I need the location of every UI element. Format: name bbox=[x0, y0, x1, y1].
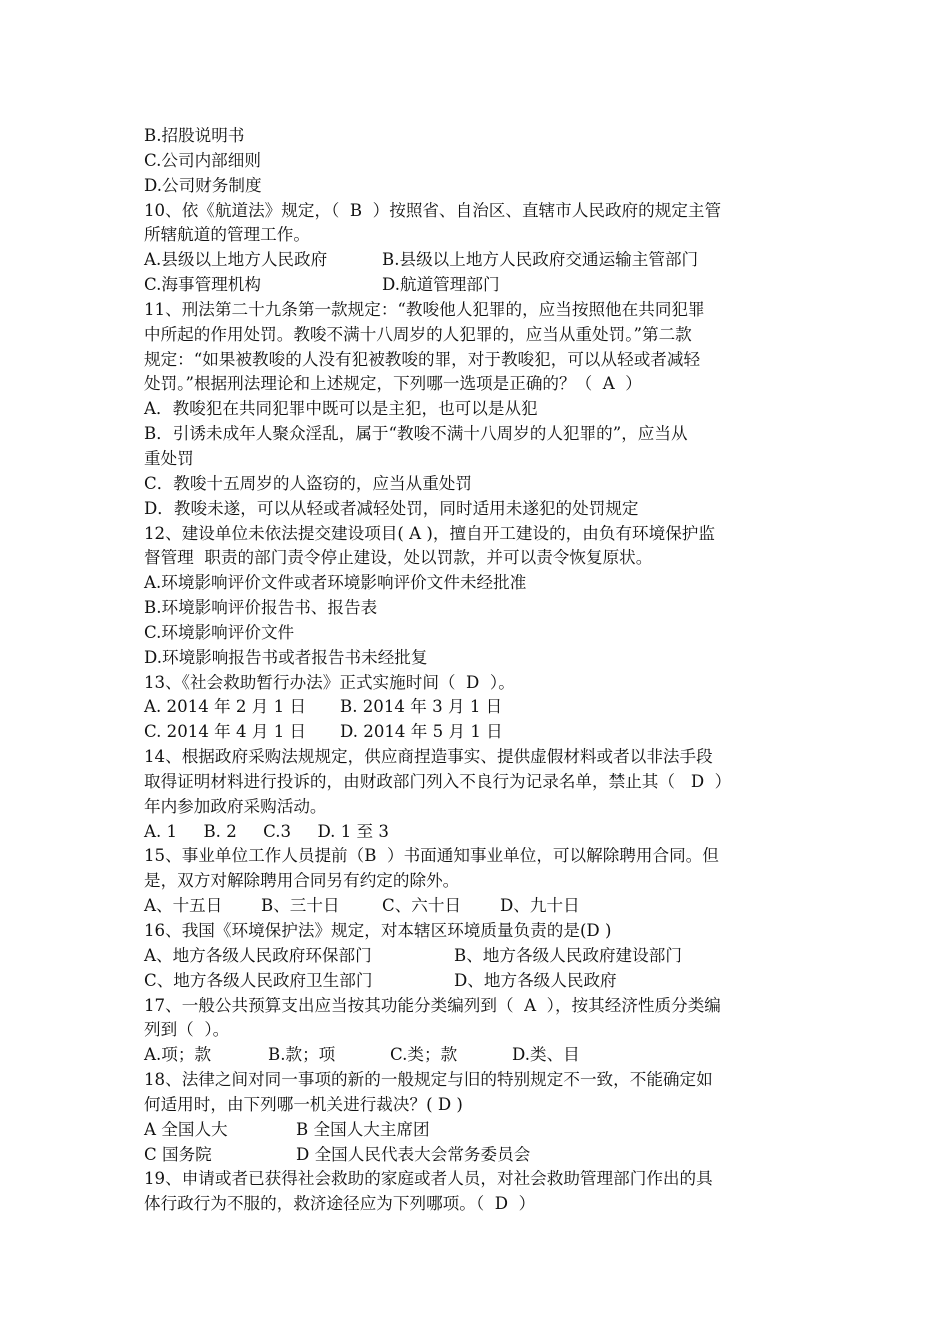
line-text: 规定：“如果被教唆的人没有犯被教唆的罪，对于教唆犯，可以从轻或者减轻 bbox=[144, 349, 701, 369]
text-line bbox=[144, 1043, 808, 1068]
option-text: A、地方各级人民政府环保部门 bbox=[144, 945, 372, 965]
text-line bbox=[144, 397, 808, 422]
text-line bbox=[144, 646, 808, 671]
option-text: C、地方各级人民政府卫生部门 bbox=[144, 970, 373, 990]
option-text: C. 2014 年 4 月 1 日 bbox=[144, 722, 307, 742]
line-text: 取得证明材料进行投诉的，由财政部门列入不良行为记录名单，禁止其（ D ） bbox=[144, 771, 732, 791]
text-line bbox=[144, 248, 808, 273]
line-text: B.招股说明书 bbox=[144, 126, 245, 145]
text-line bbox=[144, 1192, 808, 1217]
text-line bbox=[144, 720, 808, 745]
text-line bbox=[144, 298, 808, 323]
line-text: 17、一般公共预算支出应当按其功能分类编列到（ A ），按其经济性质分类编 bbox=[144, 995, 721, 1015]
line-text: 15、事业单位工作人员提前（B ）书面通知事业单位，可以解除聘用合同。但 bbox=[144, 846, 719, 866]
text-line bbox=[144, 1018, 808, 1043]
text-line bbox=[144, 149, 808, 174]
text-line bbox=[144, 323, 808, 348]
text-line bbox=[144, 422, 808, 447]
text-line bbox=[144, 1118, 808, 1143]
option-text: D、九十日 bbox=[500, 896, 580, 916]
option-text: C、六十日 bbox=[382, 896, 462, 916]
text-line bbox=[144, 596, 808, 621]
text-line bbox=[144, 124, 808, 149]
line-text: 11、刑法第二十九条第一款规定：“教唆他人犯罪的，应当按照他在共同犯罪 bbox=[144, 299, 705, 319]
text-line bbox=[144, 472, 808, 497]
text-line bbox=[144, 348, 808, 373]
text-line bbox=[144, 944, 808, 969]
text-line bbox=[144, 770, 808, 795]
text-line bbox=[144, 621, 808, 646]
text-line bbox=[144, 1143, 808, 1168]
line-text: D.公司财务制度 bbox=[144, 175, 262, 195]
line-text: A.环境影响评价文件或者环境影响评价文件未经批准 bbox=[144, 573, 527, 593]
text-line bbox=[144, 820, 808, 845]
option-text: A、十五日 bbox=[144, 896, 223, 916]
line-text: D．教唆未遂，可以从轻或者减轻处罚，同时适用未遂犯的处罚规定 bbox=[144, 498, 639, 518]
line-text: 督管理 职责的部门责令停止建设，处以罚款，并可以责令恢复原状。 bbox=[144, 548, 653, 568]
line-text: B.环境影响评价报告书、报告表 bbox=[144, 598, 378, 618]
text-line bbox=[144, 223, 808, 248]
line-text: A．教唆犯在共同犯罪中既可以是主犯，也可以是从犯 bbox=[144, 399, 538, 419]
line-text: 年内参加政府采购活动。 bbox=[144, 796, 327, 816]
text-line bbox=[144, 497, 808, 522]
text-line bbox=[144, 174, 808, 199]
line-text: 19、申请或者已获得社会救助的家庭或者人员，对社会救助管理部门作出的具 bbox=[144, 1169, 713, 1189]
line-text: 何适用时，由下列哪一机关进行裁决？( D ) bbox=[144, 1094, 463, 1114]
option-text: B 全国人大主席团 bbox=[296, 1119, 430, 1139]
line-text: B．引诱未成年人聚众淫乱，属于“教唆不满十八周岁的人犯罪的”，应当从 bbox=[144, 424, 688, 444]
line-text: C．教唆十五周岁的人盗窃的，应当从重处罚 bbox=[144, 473, 472, 493]
line-text: 中所起的作用处罚。教唆不满十八周岁的人犯罪的，应当从重处罚。”第二款 bbox=[144, 324, 692, 344]
text-line bbox=[144, 273, 808, 298]
text-line bbox=[144, 795, 808, 820]
text-line bbox=[144, 969, 808, 994]
option-text: A. 2014 年 2 月 1 日 bbox=[144, 697, 307, 717]
line-text: 14、根据政府采购法规规定，供应商捏造事实、提供虚假材料或者以非法手段 bbox=[144, 747, 713, 767]
line-text: 重处罚 bbox=[144, 448, 194, 468]
line-text: 18、法律之间对同一事项的新的一般规定与旧的特别规定不一致，不能确定如 bbox=[144, 1070, 713, 1090]
text-line bbox=[144, 671, 808, 696]
option-text: C 国务院 bbox=[144, 1144, 212, 1164]
option-text: B. 2014 年 3 月 1 日 bbox=[340, 697, 503, 717]
option-text: C.海事管理机构 bbox=[144, 275, 261, 295]
line-text: 10、依《航道法》规定，（ B ）按照省、自治区、直辖市人民政府的规定主管 bbox=[144, 200, 722, 220]
line-text: 12、建设单位未依法提交建设项目( A )，擅自开工建设的，由负有环境保护监 bbox=[144, 523, 715, 543]
text-line bbox=[144, 372, 808, 397]
text-line bbox=[144, 522, 808, 547]
line-text: A. 1 B. 2 C.3 D. 1 至 3 bbox=[144, 821, 389, 841]
option-text: D.航道管理部门 bbox=[382, 275, 500, 295]
line-text: 列到（ ）。 bbox=[144, 1020, 230, 1040]
text-line bbox=[144, 695, 808, 720]
text-line bbox=[144, 919, 808, 944]
text-line bbox=[144, 1093, 808, 1118]
text-line bbox=[144, 571, 808, 596]
option-text: B、三十日 bbox=[261, 896, 340, 916]
option-text: C.类；款 bbox=[390, 1045, 458, 1065]
option-text: B.款；项 bbox=[268, 1045, 336, 1065]
option-text: A.项；款 bbox=[144, 1045, 212, 1065]
line-text: C.公司内部细则 bbox=[144, 150, 261, 170]
line-text: 16、我国《环境保护法》规定，对本辖区环境质量负责的是(D ) bbox=[144, 921, 612, 940]
text-line bbox=[144, 869, 808, 894]
option-text: A 全国人大 bbox=[144, 1119, 228, 1139]
option-text: D 全国人民代表大会常务委员会 bbox=[296, 1144, 531, 1164]
text-line bbox=[144, 894, 808, 919]
text-line bbox=[144, 844, 808, 869]
line-text: 所辖航道的管理工作。 bbox=[144, 225, 310, 245]
option-text: A.县级以上地方人民政府 bbox=[144, 250, 328, 270]
option-text: B、地方各级人民政府建设部门 bbox=[454, 945, 682, 965]
text-line bbox=[144, 994, 808, 1019]
option-text: D. 2014 年 5 月 1 日 bbox=[340, 722, 503, 742]
text-line bbox=[144, 1068, 808, 1093]
text-line bbox=[144, 546, 808, 571]
text-line bbox=[144, 1167, 808, 1192]
line-text: C.环境影响评价文件 bbox=[144, 622, 295, 642]
option-text: B.县级以上地方人民政府交通运输主管部门 bbox=[382, 250, 699, 270]
text-line bbox=[144, 199, 808, 224]
line-text: 处罚。”根据刑法理论和上述规定，下列哪一选项是正确的？（ A ） bbox=[144, 374, 642, 394]
text-line bbox=[144, 447, 808, 472]
text-line bbox=[144, 745, 808, 770]
line-text: 是，双方对解除聘用合同另有约定的除外。 bbox=[144, 871, 460, 891]
option-text: D、地方各级人民政府 bbox=[454, 970, 617, 990]
document-page bbox=[144, 124, 808, 1217]
line-text: D.环境影响报告书或者报告书未经批复 bbox=[144, 647, 428, 667]
option-text: D.类、目 bbox=[512, 1045, 580, 1065]
line-text: 13、《社会救助暂行办法》正式实施时间（ D ）。 bbox=[144, 672, 515, 692]
line-text: 体行政行为不服的，救济途径应为下列哪项。（ D ） bbox=[144, 1194, 536, 1214]
